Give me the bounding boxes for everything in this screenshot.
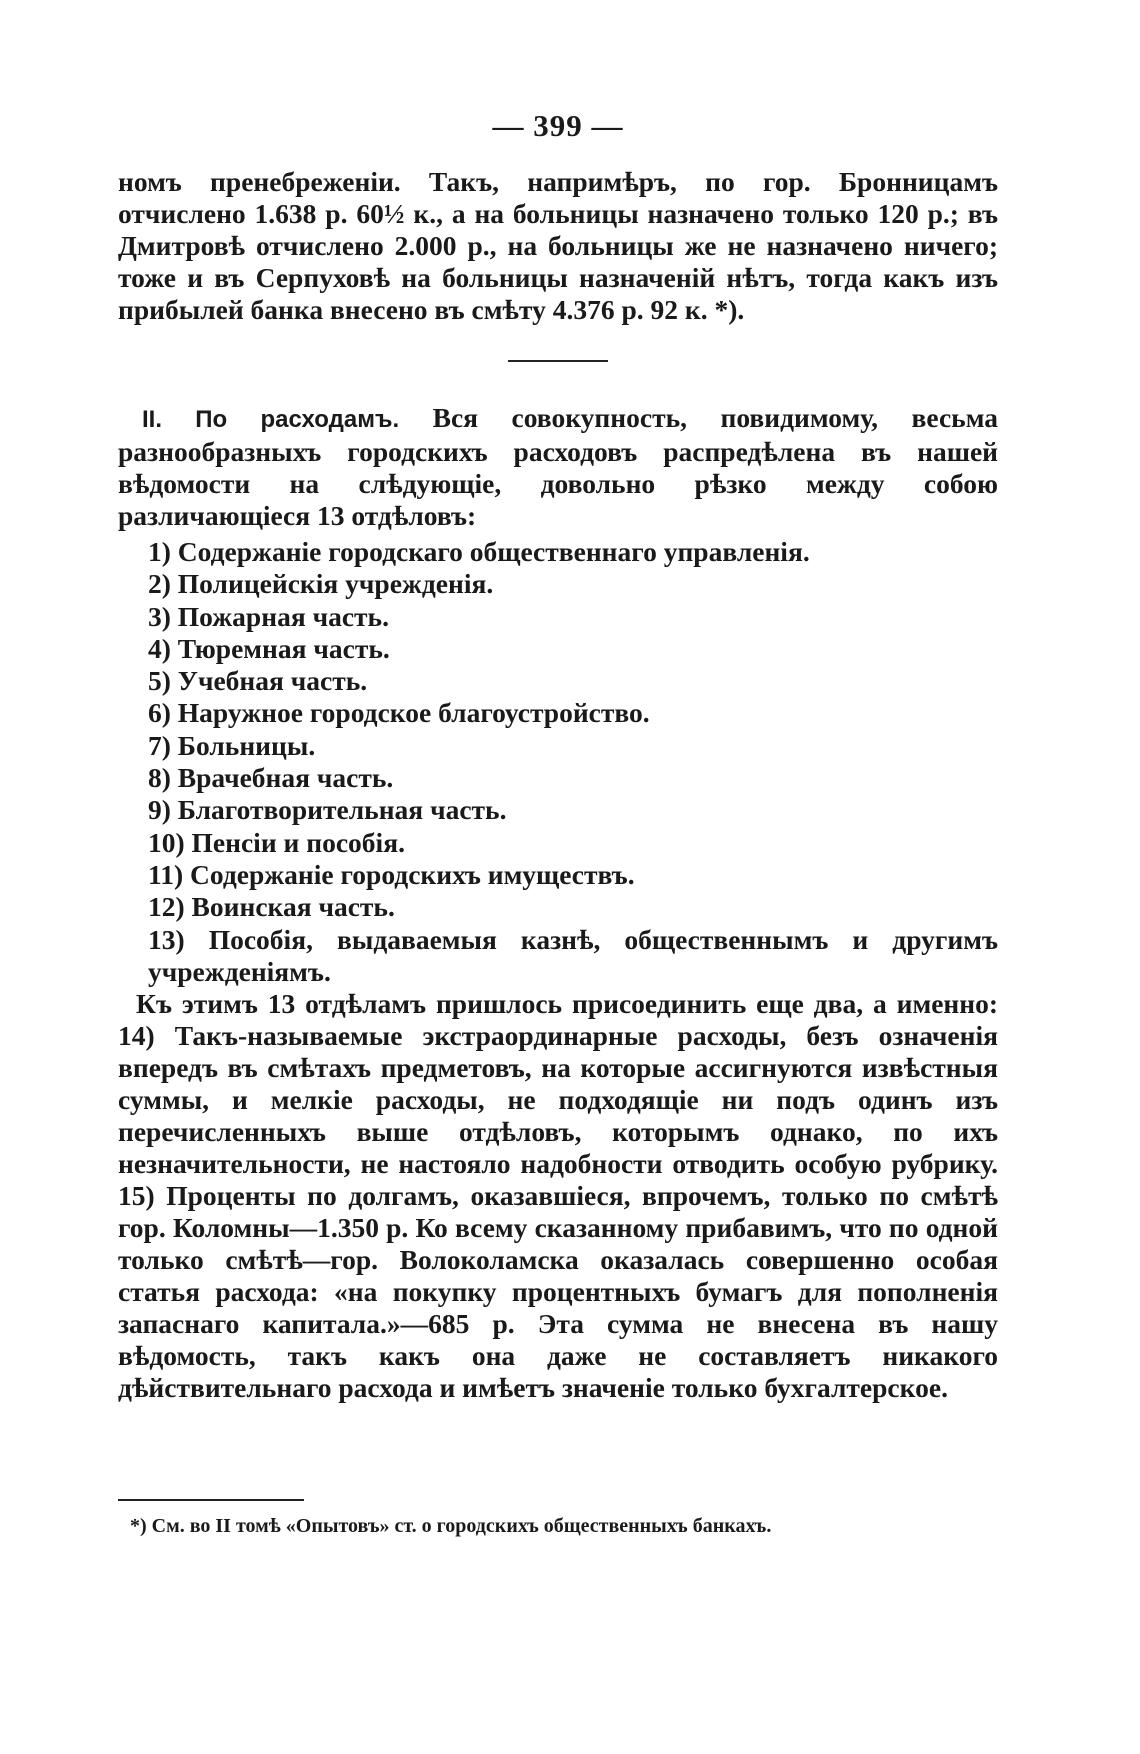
list-item: 8) Врачебная часть. <box>148 762 394 794</box>
footnote-divider <box>118 1499 304 1501</box>
expense-categories-list <box>118 536 998 988</box>
list-item: 3) Пожарная часть. <box>148 600 389 632</box>
list-item: 2) Полицейскія учрежденія. <box>148 568 494 600</box>
list-item: 13) Пособія, выдаваемыя казнѣ, общественнымъ и другимъ учрежденіямъ. <box>148 923 998 987</box>
page-body <box>118 108 998 1404</box>
list-item: 4) Тюремная часть. <box>148 632 390 664</box>
list-item: 1) Содержаніе городскаго общественнаго управленія. <box>148 536 810 567</box>
list-item: 5) Учебная часть. <box>148 665 368 697</box>
list-item: 12) Воинская часть. <box>148 891 395 923</box>
list-item: 10) Пенсіи и пособія. <box>148 826 405 858</box>
list-item: 6) Наружное городское благоустройство. <box>148 697 650 729</box>
closing-paragraph: Къ этимъ 13 отдѣламъ пришлось присоединить еще два, а именно: 14) Такъ-называемые экстраординарные расходы, безъ означенія впередъ въ смѣтахъ предметовъ, на которые ассигнуются извѣстныя суммы, и мелкіе расходы, не подходящіе ни подъ одинъ изъ перечисленныхъ выше отдѣловъ, которымъ однако, по ихъ незначительности, не настояло надобности отводить особую рубрику. 15) Проценты по долгамъ, оказавшіеся, впрочемъ, только по смѣтѣ гор. Коломны—1.350 р. Ко всему сказанному прибавимъ, что по одной только смѣтѣ—гор. Волоколамска оказалась совершенно особая статья расхода: «на покупку процентныхъ бумагъ для пополненія запаснаго капитала.»—685 р. Эта сумма не внесена въ нашу вѣдомость, такъ какъ она даже не составляетъ никакого дѣйствительнаго расхода и имѣетъ значеніе только бухгалтерское. <box>118 988 998 1404</box>
list-item: 7) Больницы. <box>148 729 316 761</box>
list-item: 9) Благотворительная часть. <box>148 794 507 826</box>
section-divider <box>508 360 608 362</box>
continuation-paragraph: номъ пренебреженіи. Такъ, напримѣръ, по гор. Бронницамъ отчислено 1.638 р. 60½ к., а на больницы назначено только 120 р.; въ Дмитровѣ отчислено 2.000 р., на больницы же не назначено ничего; тоже и въ Серпуховѣ на больницы назначеній нѣтъ, тогда какъ изъ прибылей банка внесено въ смѣту 4.376 р. 92 к. *). <box>118 166 998 325</box>
list-item: 11) Содержаніе городскихъ имуществъ. <box>148 858 635 890</box>
footnote: *) См. во II томѣ «Опытовъ» ст. о городскихъ общественныхъ банкахъ. <box>130 1515 772 1537</box>
section-intro: Вся совокупность, повидимому, весьма разнообразныхъ городскихъ расходовъ распредѣлена въ нашей вѣдомости на слѣдующіе, довольно рѣзко между собою различающіеся 13 отдѣловъ: <box>118 402 998 531</box>
section-heading: II. По расходамъ. <box>142 406 400 433</box>
section-intro-paragraph <box>118 402 998 532</box>
page-number: — 399 — <box>492 108 624 143</box>
